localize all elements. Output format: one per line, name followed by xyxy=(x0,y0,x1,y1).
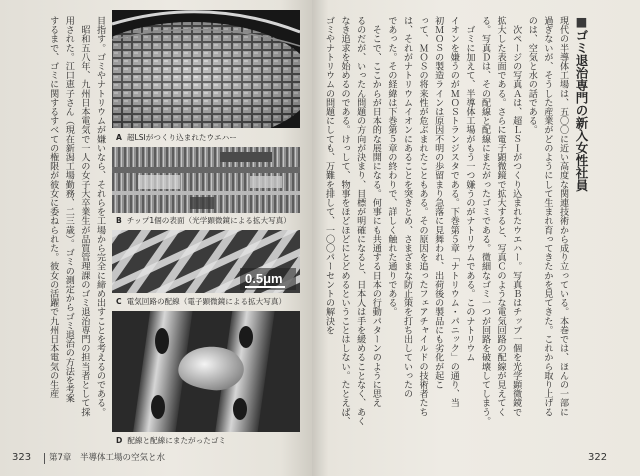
figure-d xyxy=(112,311,300,432)
scale-bar xyxy=(245,286,285,288)
heading-marker-icon: ■ xyxy=(574,14,589,29)
body-text-column: る。写真Ｄは、その配線と配線にまたがったゴミである。微細なゴミ一つが回路を破壊してしまう。 xyxy=(480,16,490,426)
body-text-column: 次ページの写真Ａは、超ＬＳＩがつくり込まれたウエハー。写真Ｂはチップ一個を光学顕微鏡で xyxy=(511,16,522,417)
body-text-column: そこで、ここからが日本的な展開になる。何事にも共通する日本の行動パターンのように思え xyxy=(370,16,381,408)
scale-bar-label: 0.5μm xyxy=(245,271,283,286)
body-text-column: って、ＭＯＳの将来性が危ぶまれたこともある。その原因を追ったフェアチャイルドの技術者たち xyxy=(417,16,428,417)
chip-surface-photo xyxy=(112,147,300,213)
figure-label: D xyxy=(116,436,123,445)
body-text-column: 初ＭＯＳの製造ラインは原因不明の歩留まり急落に見舞われ、出荷後の製品にも劣化が起こ xyxy=(433,16,444,390)
body-text-column: 過ぎないが、そうした産業がどのようにして生まれ育ってきたかを見てきた。これから取り上げる xyxy=(542,16,553,417)
figure-b-caption xyxy=(116,216,300,226)
figure-caption-text: 電気回路の配線（電子顕微鏡による拡大写真） xyxy=(126,297,287,306)
figure-caption-text: チップ1個の表面（光学顕微鏡による拡大写真） xyxy=(126,216,291,225)
figure-a xyxy=(112,10,300,128)
body-text-column: 目指す。ゴミやナトリウムが嫌いなら、それらを工場から完全に締め出すことを考えるのである。 xyxy=(95,16,105,417)
body-text-column: ゴミやナトリウムの問題にしても、万難を排して、一〇〇パーセントの解決を xyxy=(324,16,334,335)
running-head-title: 半導体工場の空気と水 xyxy=(80,453,166,463)
section-heading-text: ゴミ退治専門の新入女性社員 xyxy=(574,29,589,192)
running-head-chapter: 第7章 xyxy=(44,453,71,464)
figure-label: A xyxy=(116,133,122,142)
body-text-column: するまで、ゴミに関するすべての権限が彼女に委ねられた。彼女の活躍で九州日本電気の生産 xyxy=(48,16,59,399)
figure-c xyxy=(112,230,300,293)
figure-caption-text: 超LSIがつくり込まれたウエハー xyxy=(126,133,237,142)
body-text-column: 昭和五八年、九州日本電気で一人の女子大卒業生が品質管理課のゴミ退治専門の担当者として採 xyxy=(79,16,90,417)
wiring-photo xyxy=(112,230,300,293)
left-page-number: 323 xyxy=(12,452,32,463)
figure-caption-text: 配線と配線にまたがったゴミ xyxy=(127,436,227,445)
body-text-column: のは、空気と水の話である。 xyxy=(526,16,537,135)
body-text-column: は、それがナトリウムイオンにあることを突きとめ、さまざまな防止策を打ち出していったの xyxy=(402,16,412,399)
dust-on-wiring-photo xyxy=(112,311,300,432)
figure-c-caption xyxy=(116,297,300,307)
figure-label: C xyxy=(116,297,122,306)
body-text-column: 現代の半導体工場は、五〇〇に近い高度な関連技術から成り立っている。本巻では、ほんの一部に xyxy=(558,16,568,417)
body-text-column: なき追求を始めるのである。けっして、物事をほどほどにとどめるということはしない。たとえば、 xyxy=(339,16,350,426)
body-text-column: ゴミに加えて、半導体工場がもう一つ嫌うのがナトリウムである。このナトリウム xyxy=(464,16,475,362)
figure-b xyxy=(112,147,300,213)
body-text-column: 用された。江口恵子さん（現在新潟工場勤務、二三歳）。ゴミの測定からゴミ退治の方法を考案 xyxy=(63,16,74,403)
body-text-column: であった。その経緯は下巻第５章の終わりで、詳しく触れた通りである。 xyxy=(386,16,397,317)
figure-a-caption xyxy=(116,133,300,143)
body-text-column: 拡大した表面である。さらに電子顕微鏡で拡大すると、写真Ｃのような電気回路の配線が見えてく xyxy=(495,16,506,417)
wafer-photo xyxy=(112,10,300,128)
right-page-number: 322 xyxy=(588,452,608,463)
body-text-column: イオンを嫌うのがＭＯＳトランジスタである。下巻第５章「ナトリウム・パニック」の通り、当 xyxy=(448,16,459,408)
figure-label: B xyxy=(116,216,122,225)
figure-d-caption xyxy=(116,436,300,446)
body-text-column: るのだが、いったん問題の方向が決まり、目標が明確になると、日本人は手を緩めることなく、あく xyxy=(355,16,366,426)
